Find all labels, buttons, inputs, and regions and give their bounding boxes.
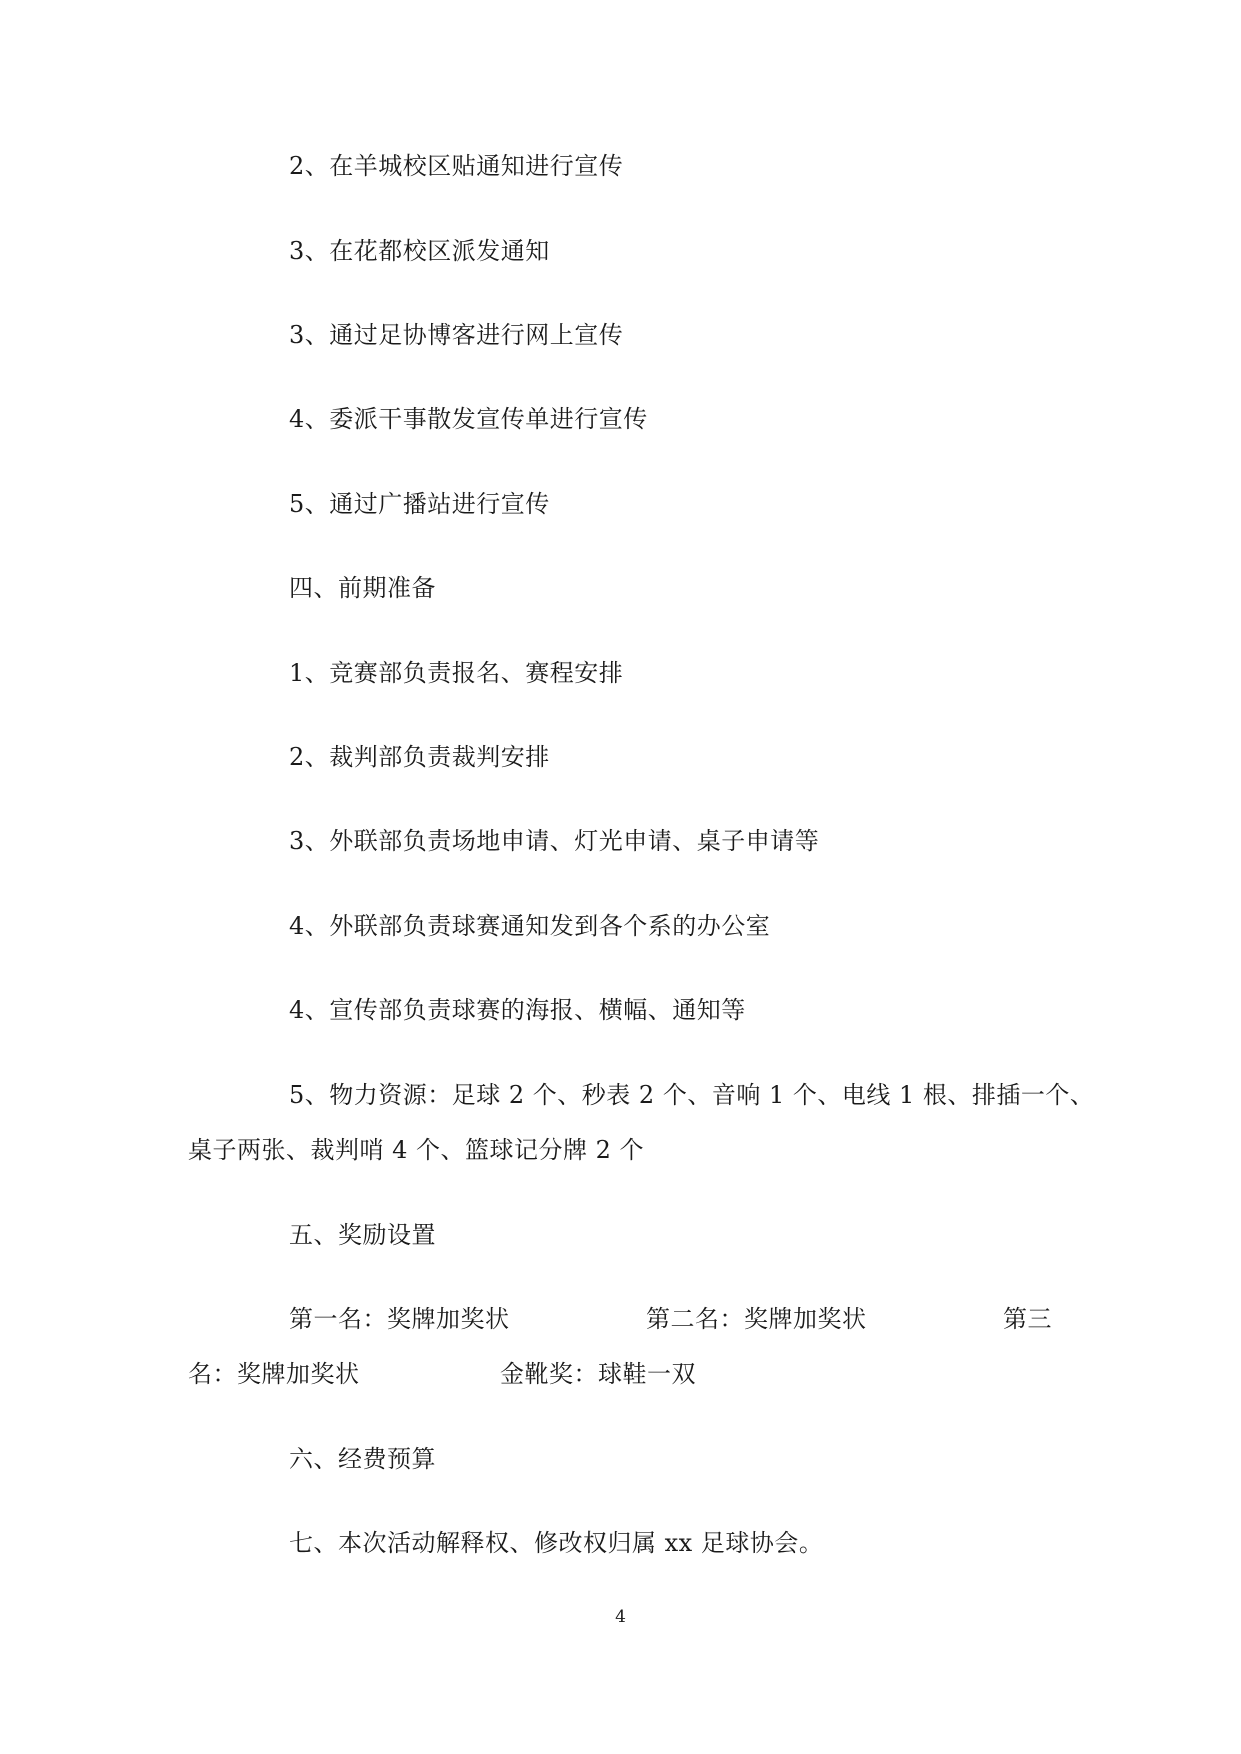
award-third-end: 名：奖牌加奖状 [188, 1360, 360, 1388]
paragraph-line: 4、宣传部负责球赛的海报、横幅、通知等 [289, 996, 746, 1024]
section-heading: 六、经费预算 [289, 1445, 436, 1473]
award-third-start: 第三 [1003, 1305, 1052, 1333]
award-second: 第二名：奖牌加奖状 [646, 1305, 867, 1333]
paragraph-line: 桌子两张、裁判哨 4 个、篮球记分牌 2 个 [188, 1136, 645, 1164]
paragraph-line: 3、通过足协博客进行网上宣传 [289, 321, 624, 349]
paragraph-line: 5、物力资源：足球 2 个、秒表 2 个、音响 1 个、电线 1 根、排插一个、 [289, 1081, 1095, 1109]
paragraph-line: 4、外联部负责球赛通知发到各个系的办公室 [289, 912, 771, 940]
award-golden-boot: 金靴奖：球鞋一双 [500, 1360, 696, 1388]
paragraph-line: 3、外联部负责场地申请、灯光申请、桌子申请等 [289, 827, 820, 855]
section-heading: 五、奖励设置 [289, 1221, 436, 1249]
paragraph-line: 3、在花都校区派发通知 [289, 237, 550, 265]
paragraph-line: 5、通过广播站进行宣传 [289, 490, 550, 518]
paragraph-line: 1、竞赛部负责报名、赛程安排 [289, 659, 624, 687]
page-number: 4 [615, 1607, 626, 1627]
paragraph-line: 2、在羊城校区贴通知进行宣传 [289, 152, 624, 180]
section-heading: 七、本次活动解释权、修改权归属 xx 足球协会。 [289, 1529, 824, 1557]
paragraph-line: 4、委派干事散发宣传单进行宣传 [289, 405, 648, 433]
award-first: 第一名：奖牌加奖状 [289, 1305, 510, 1333]
section-heading: 四、前期准备 [289, 574, 436, 602]
paragraph-line: 2、裁判部负责裁判安排 [289, 743, 550, 771]
